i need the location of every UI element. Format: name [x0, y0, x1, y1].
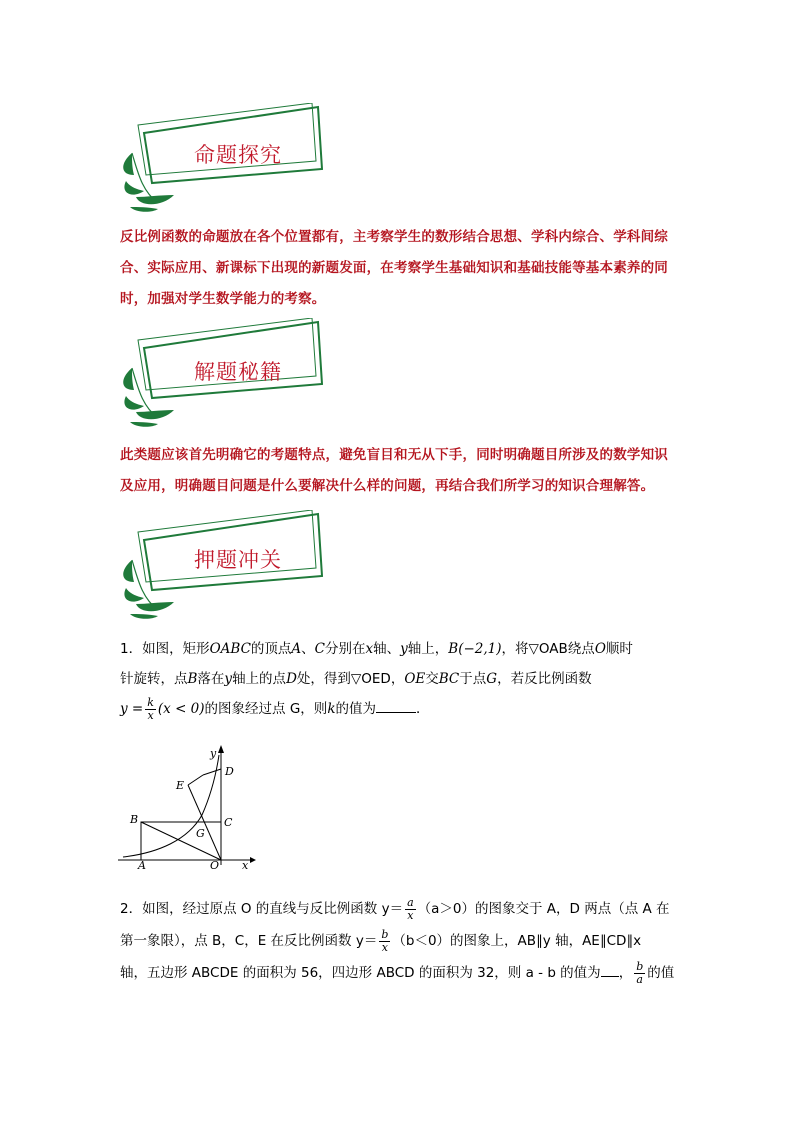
label-x: x [242, 859, 249, 870]
text: ， [618, 965, 633, 981]
answer-blank[interactable] [601, 964, 619, 977]
section-title: 命题探究 [194, 143, 282, 167]
fraction [145, 697, 156, 722]
label-d: D [225, 765, 234, 778]
problem-1-line-3 [120, 694, 680, 724]
label-y: y [210, 747, 217, 760]
text: 轴上的点 [232, 671, 287, 687]
x-axis-arrow-icon [250, 857, 256, 863]
label-c: C [224, 816, 233, 829]
text: 、 [301, 641, 315, 657]
segment-ed [188, 775, 203, 785]
section-title: 解题秘籍 [194, 360, 282, 384]
fraction-denominator: x [147, 708, 154, 722]
text: 如图，经过原点 O 的直线与反比例函数 y＝ [142, 901, 404, 917]
fraction-numerator: a [407, 895, 414, 909]
text: 于点 [459, 671, 487, 687]
problem-1-line-1 [120, 634, 680, 664]
text: 顺时 [605, 641, 633, 657]
label-a: A [138, 859, 146, 870]
section-body-1: 反比例函数的命题放在各个位置都有，主考察学生的数形结合思想、学科内综合、学科间综合、实际应用、新课标下出现的新题发面，在考察学生基础知识和基础技能等基本素养的同时，加强对学生数学能力的考察。 [120, 229, 668, 307]
label-g: G [196, 827, 205, 840]
section-title: 押题冲关 [194, 548, 282, 572]
fraction-numerator: k [147, 695, 154, 709]
text: ，若反比例函数 [497, 671, 592, 687]
math: y [400, 641, 408, 657]
math: OABC [209, 641, 251, 657]
text: （b＜0）的图象上，AB∥y 轴，AE∥CD∥x [392, 933, 642, 949]
hyperbola-curve [123, 755, 219, 857]
math: y [224, 671, 233, 687]
section-banner-3 [118, 510, 328, 620]
math: O [594, 641, 606, 657]
segment-ob [141, 822, 221, 860]
fraction-denominator: a [636, 972, 643, 986]
problem-1-figure [118, 745, 258, 870]
fraction-numerator: b [381, 927, 389, 941]
answer-blank[interactable] [376, 700, 416, 713]
section-body-2: 此类题应该首先明确它的考题特点，避免盲目和无从下手，同时明确题目所涉及的数学知识及应用，明确题目问题是什么要解决什么样的问题，再结合我们所学习的知识合理解答。 [120, 447, 668, 494]
math: A [291, 641, 302, 657]
text: 的图象经过点 G，则 [204, 701, 328, 717]
math: C [314, 641, 326, 657]
problem-2-line-2 [120, 925, 680, 957]
problem-number: 1． [120, 641, 143, 657]
fraction [634, 961, 645, 986]
segment-e-d [203, 769, 221, 775]
math: B(−2,1) [448, 641, 502, 657]
text: （a＞0）的图象交于 A，D 两点（点 A 在 [417, 901, 670, 917]
problem-2 [120, 893, 680, 989]
fraction-denominator: x [407, 908, 414, 922]
section-banner-2 [118, 318, 328, 428]
math: B [187, 671, 198, 687]
text: 处，得到▽OED， [296, 671, 405, 687]
problem-number: 2． [120, 901, 143, 917]
text: 如图，矩形 [142, 641, 210, 657]
fraction [405, 897, 416, 922]
text: 轴、 [373, 641, 401, 657]
math: (x < 0) [157, 701, 205, 717]
text: 针旋转，点 [120, 671, 188, 687]
text: 的顶点 [250, 641, 292, 657]
fraction-numerator: b [636, 959, 644, 973]
text: ． [416, 701, 430, 717]
math: BC [438, 671, 460, 687]
problem-1 [120, 634, 680, 724]
math: OE [404, 671, 426, 687]
label-b: B [130, 813, 139, 826]
text: ，将▽OAB绕点 [501, 641, 595, 657]
problem-2-line-3 [120, 957, 680, 989]
fraction-denominator: x [381, 940, 388, 954]
label-e: E [176, 779, 185, 792]
problem-2-line-1 [120, 893, 680, 925]
problem-1-line-2 [120, 664, 680, 694]
text: 轴上， [407, 641, 449, 657]
text: 的值为 [335, 701, 376, 717]
y-axis-arrow-icon [218, 745, 224, 753]
text: 分别在 [325, 641, 366, 657]
math: G [486, 671, 498, 687]
text: 落在 [197, 671, 225, 687]
section-banner-1 [118, 103, 328, 213]
math: y = [120, 701, 144, 717]
math: x [365, 641, 374, 657]
fraction [379, 929, 390, 954]
text: 的值 [647, 965, 675, 981]
math: D [286, 671, 297, 687]
text: 轴，五边形 ABCDE 的面积为 56，四边形 ABCD 的面积为 32，则 a - b 的值为 [120, 965, 601, 981]
math: k [327, 701, 336, 717]
label-o: O [210, 859, 220, 870]
text: 第一象限），点 B，C，E 在反比例函数 y＝ [120, 933, 378, 949]
text: 交 [425, 671, 439, 687]
